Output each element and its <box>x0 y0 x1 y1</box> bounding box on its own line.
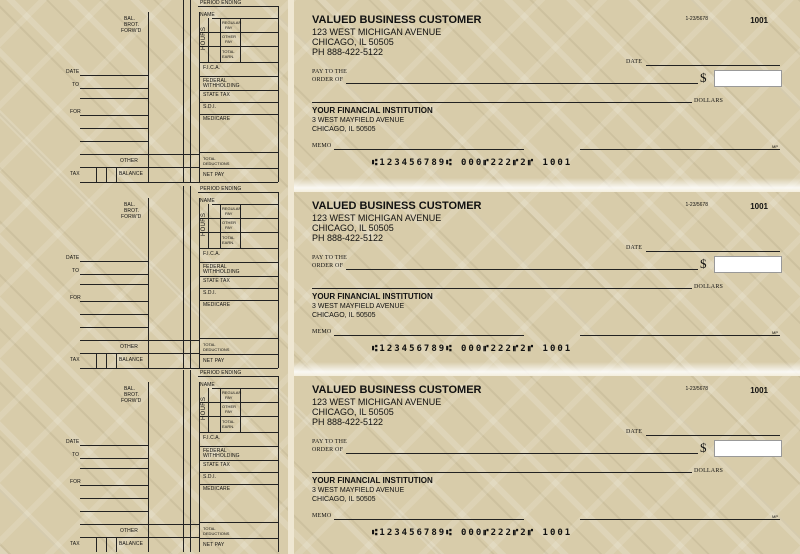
hours-label: HOURS <box>201 212 207 236</box>
withholding-label: WITHHOLDING <box>203 453 240 459</box>
total-deductions-label-2: DEDUCTIONS <box>203 531 230 536</box>
date-label: DATE <box>66 69 80 75</box>
bank-name: YOUR FINANCIAL INSTITUTION <box>312 476 433 485</box>
federal-label: FEDERAL <box>203 264 227 270</box>
micr-line: ⑆123456789⑆ 000⑈222⑈2⑈ 1001 <box>372 158 573 168</box>
bank-name: YOUR FINANCIAL INSTITUTION <box>312 292 433 301</box>
signature-line[interactable] <box>580 519 780 520</box>
total-earn-label: TOTAL <box>222 419 235 424</box>
for-label: FOR <box>70 109 81 115</box>
mp-label: MP <box>772 144 778 149</box>
micr-line: ⑆123456789⑆ 000⑈222⑈2⑈ 1001 <box>372 344 573 354</box>
name-label: NAME <box>200 382 215 388</box>
payee-line[interactable] <box>346 453 698 454</box>
net-pay-label: NET PAY <box>203 542 225 548</box>
withholding-label: WITHHOLDING <box>203 269 240 275</box>
bank-name: YOUR FINANCIAL INSTITUTION <box>312 106 433 115</box>
business-name: VALUED BUSINESS CUSTOMER <box>312 14 482 26</box>
routing-fraction: 1-23/5678 <box>685 16 708 22</box>
dollar-sign: $ <box>700 256 707 271</box>
fica-label: F.I.C.A. <box>203 65 221 71</box>
brot-label: BROT. <box>124 392 140 398</box>
amount-box[interactable] <box>714 440 782 457</box>
net-pay-label: NET PAY <box>203 172 225 178</box>
other-label: OTHER <box>120 344 138 350</box>
business-address-1: 123 WEST MICHIGAN AVENUE <box>312 27 442 37</box>
total-deductions-label-2: DEDUCTIONS <box>203 161 230 166</box>
business-phone: PH 888-422-5122 <box>312 47 384 57</box>
pay-to-label: PAY TO THE <box>312 255 348 261</box>
for-label: FOR <box>70 295 81 301</box>
regular-pay-label: REGULAR <box>222 206 242 211</box>
bank-address-1: 3 WEST MAYFIELD AVENUE <box>312 303 405 310</box>
date-line[interactable] <box>646 435 780 436</box>
balance-label: BALANCE <box>119 541 144 547</box>
regular-pay-label-2: PAY <box>225 211 233 216</box>
hours-label: HOURS <box>201 26 207 50</box>
state-tax-label: STATE TAX <box>203 462 230 468</box>
check-2[interactable] <box>294 186 800 370</box>
tax-label: TAX <box>70 357 80 363</box>
amount-box[interactable] <box>714 70 782 87</box>
routing-fraction: 1-23/5678 <box>685 202 708 208</box>
dollar-sign: $ <box>700 440 707 455</box>
bank-address-2: CHICAGO, IL 50505 <box>312 496 376 503</box>
check-number: 1001 <box>750 202 768 211</box>
check-number: 1001 <box>750 16 768 25</box>
total-earn-label-2: EARN. <box>222 240 235 245</box>
bal-label: BAL. <box>124 202 136 208</box>
hours-label: HOURS <box>201 396 207 420</box>
withholding-label: WITHHOLDING <box>203 83 240 89</box>
memo-line[interactable] <box>334 519 524 520</box>
business-phone: PH 888-422-5122 <box>312 417 384 427</box>
total-earn-label-2: EARN. <box>222 54 235 59</box>
regular-pay-label-2: PAY <box>225 395 233 400</box>
other-pay-label: OTHER <box>222 220 236 225</box>
period-ending-label: PERIOD ENDING <box>200 0 242 6</box>
stub-2 <box>0 186 288 370</box>
date-line[interactable] <box>646 65 780 66</box>
dollars-label: DOLLARS <box>694 468 724 474</box>
date-label: DATE <box>626 429 643 435</box>
payee-line[interactable] <box>346 269 698 270</box>
signature-line[interactable] <box>580 335 780 336</box>
balance-label: BALANCE <box>119 171 144 177</box>
bank-address-1: 3 WEST MAYFIELD AVENUE <box>312 117 405 124</box>
regular-pay-label-2: PAY <box>225 25 233 30</box>
other-pay-label-2: PAY <box>225 39 233 44</box>
total-deductions-label: TOTAL <box>203 156 216 161</box>
stub-3 <box>0 370 288 554</box>
tax-label: TAX <box>70 171 80 177</box>
regular-pay-label: REGULAR <box>222 390 242 395</box>
brot-label: BROT. <box>124 22 140 28</box>
business-name: VALUED BUSINESS CUSTOMER <box>312 384 482 396</box>
to-label: TO <box>72 268 80 274</box>
check-1[interactable] <box>294 0 800 184</box>
for-label: FOR <box>70 479 81 485</box>
memo-line[interactable] <box>334 335 524 336</box>
written-amount-line[interactable] <box>312 472 692 473</box>
pay-to-label: PAY TO THE <box>312 69 348 75</box>
order-of-label: ORDER OF <box>312 77 344 83</box>
sdi-label: S.D.I. <box>203 474 217 480</box>
medicare-label: MEDICARE <box>203 486 231 492</box>
total-earn-label: TOTAL <box>222 235 235 240</box>
other-pay-label-2: PAY <box>225 409 233 414</box>
fica-label: F.I.C.A. <box>203 435 221 441</box>
business-phone: PH 888-422-5122 <box>312 233 384 243</box>
total-deductions-label: TOTAL <box>203 526 216 531</box>
order-of-label: ORDER OF <box>312 447 344 453</box>
medicare-label: MEDICARE <box>203 116 231 122</box>
date-label: DATE <box>626 245 643 251</box>
federal-label: FEDERAL <box>203 448 227 454</box>
bank-address-1: 3 WEST MAYFIELD AVENUE <box>312 487 405 494</box>
routing-fraction: 1-23/5678 <box>685 386 708 392</box>
memo-label: MEMO <box>312 329 332 335</box>
total-earn-label-2: EARN. <box>222 424 235 429</box>
stub-1 <box>0 0 288 184</box>
date-label: DATE <box>66 439 80 445</box>
other-label: OTHER <box>120 158 138 164</box>
check-number: 1001 <box>750 386 768 395</box>
period-ending-label: PERIOD ENDING <box>200 186 242 192</box>
dollars-label: DOLLARS <box>694 284 724 290</box>
amount-box[interactable] <box>714 256 782 273</box>
total-deductions-label: TOTAL <box>203 342 216 347</box>
period-ending-label: PERIOD ENDING <box>200 370 242 376</box>
federal-label: FEDERAL <box>203 78 227 84</box>
check-3[interactable] <box>294 370 800 554</box>
written-amount-line[interactable] <box>312 102 692 103</box>
total-deductions-label-2: DEDUCTIONS <box>203 347 230 352</box>
bank-address-2: CHICAGO, IL 50505 <box>312 312 376 319</box>
medicare-label: MEDICARE <box>203 302 231 308</box>
micr-line: ⑆123456789⑆ 000⑈222⑈2⑈ 1001 <box>372 528 573 538</box>
other-pay-label-2: PAY <box>225 225 233 230</box>
business-address-2: CHICAGO, IL 50505 <box>312 407 394 417</box>
memo-label: MEMO <box>312 513 332 519</box>
name-label: NAME <box>200 198 215 204</box>
business-address-1: 123 WEST MICHIGAN AVENUE <box>312 397 442 407</box>
state-tax-label: STATE TAX <box>203 92 230 98</box>
sdi-label: S.D.I. <box>203 104 217 110</box>
mp-label: MP <box>772 330 778 335</box>
to-label: TO <box>72 82 80 88</box>
order-of-label: ORDER OF <box>312 263 344 269</box>
sdi-label: S.D.I. <box>203 290 217 296</box>
date-label: DATE <box>66 255 80 261</box>
memo-line[interactable] <box>334 149 524 150</box>
written-amount-line[interactable] <box>312 288 692 289</box>
forwd-label: FORW'D <box>121 214 142 220</box>
memo-label: MEMO <box>312 143 332 149</box>
pay-to-label: PAY TO THE <box>312 439 348 445</box>
name-label: NAME <box>200 12 215 18</box>
dollar-sign: $ <box>700 70 707 85</box>
business-address-1: 123 WEST MICHIGAN AVENUE <box>312 213 442 223</box>
dollars-label: DOLLARS <box>694 98 724 104</box>
forwd-label: FORW'D <box>121 28 142 34</box>
other-pay-label: OTHER <box>222 404 236 409</box>
business-address-2: CHICAGO, IL 50505 <box>312 37 394 47</box>
other-label: OTHER <box>120 528 138 534</box>
payee-line[interactable] <box>346 83 698 84</box>
bal-label: BAL. <box>124 16 136 22</box>
date-line[interactable] <box>646 251 780 252</box>
state-tax-label: STATE TAX <box>203 278 230 284</box>
tax-label: TAX <box>70 541 80 547</box>
date-label: DATE <box>626 59 643 65</box>
total-earn-label: TOTAL <box>222 49 235 54</box>
signature-line[interactable] <box>580 149 780 150</box>
mp-label: MP <box>772 514 778 519</box>
other-pay-label: OTHER <box>222 34 236 39</box>
fica-label: F.I.C.A. <box>203 251 221 257</box>
balance-label: BALANCE <box>119 357 144 363</box>
bal-label: BAL. <box>124 386 136 392</box>
to-label: TO <box>72 452 80 458</box>
business-address-2: CHICAGO, IL 50505 <box>312 223 394 233</box>
brot-label: BROT. <box>124 208 140 214</box>
bank-address-2: CHICAGO, IL 50505 <box>312 126 376 133</box>
forwd-label: FORW'D <box>121 398 142 404</box>
net-pay-label: NET PAY <box>203 358 225 364</box>
regular-pay-label: REGULAR <box>222 20 242 25</box>
business-name: VALUED BUSINESS CUSTOMER <box>312 200 482 212</box>
